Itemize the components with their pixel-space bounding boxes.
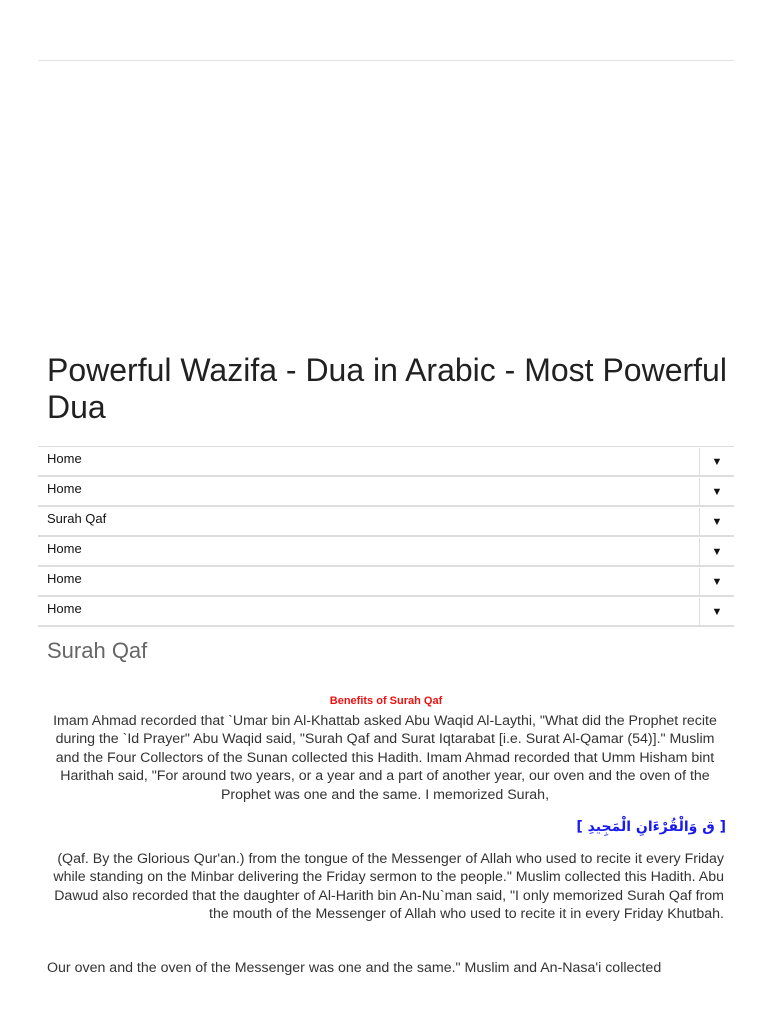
post-paragraph: Our oven and the oven of the Messenger was one and the same." Muslim and An-Nasa'i collected <box>47 960 662 976</box>
post-title: Surah Qaf <box>47 638 148 663</box>
site-title: Powerful Wazifa - Dua in Arabic - Most Powerful Dua <box>47 352 727 425</box>
post-paragraph: (Qaf. By the Glorious Qur'an.) from the tongue of the Messenger of Allah who used to recite it every Friday while standing on the Minbar delivering the Friday sermon to the people." Muslim collected this Hadith. Abu Dawud also recorded that the daughter of Al-Harith bin An-Nu`man said, "I only memorized Surah Qaf from the mouth of the Messenger of Allah who used to recite it in every Friday Khutbah. <box>53 851 724 923</box>
nav-item-label[interactable]: Home <box>47 481 82 496</box>
nav-item-label[interactable]: Home <box>47 571 82 586</box>
nav-item-home[interactable] <box>38 567 734 597</box>
nav-item-home[interactable] <box>38 597 734 627</box>
nav-item-home[interactable] <box>38 447 734 477</box>
nav-item-surah-qaf[interactable] <box>38 507 734 537</box>
dropdown-arrow-icon[interactable]: ▼ <box>699 478 734 506</box>
nav-item-label[interactable]: Surah Qaf <box>47 511 107 526</box>
arabic-verse: [ ق وَالْقُرْءَانِ الْمَجِيدِ ] <box>576 819 726 835</box>
nav-item-label[interactable]: Home <box>47 451 82 466</box>
post-paragraph: Imam Ahmad recorded that `Umar bin Al-Khattab asked Abu Waqid Al-Laythi, "What did the Prophet recite during the `Id Prayer" Abu Waqid said, "Surah Qaf and Surat Iqtarabat [i.e. Surat Al-Qamar (54)]." Muslim and the Four Collectors of the Sunan collected this Hadith. Imam Ahmad recorded that Umm Hisham bint Harithah said, "For around two years, or a year and a part of another year, our oven and the oven of the Prophet was one and the same. I memorized Surah, <box>53 713 717 803</box>
nav-item-home[interactable] <box>38 477 734 507</box>
dropdown-arrow-icon[interactable]: ▼ <box>699 598 734 626</box>
dropdown-arrow-icon[interactable]: ▼ <box>699 568 734 596</box>
dropdown-arrow-icon[interactable]: ▼ <box>699 448 734 476</box>
nav-item-home[interactable] <box>38 537 734 567</box>
main-nav-menu <box>38 446 734 627</box>
dropdown-arrow-icon[interactable]: ▼ <box>699 538 734 566</box>
nav-item-label[interactable]: Home <box>47 601 82 616</box>
benefits-heading: Benefits of Surah Qaf <box>329 695 443 707</box>
dropdown-arrow-icon[interactable]: ▼ <box>699 508 734 536</box>
nav-item-label[interactable]: Home <box>47 541 82 556</box>
top-divider <box>38 60 734 61</box>
